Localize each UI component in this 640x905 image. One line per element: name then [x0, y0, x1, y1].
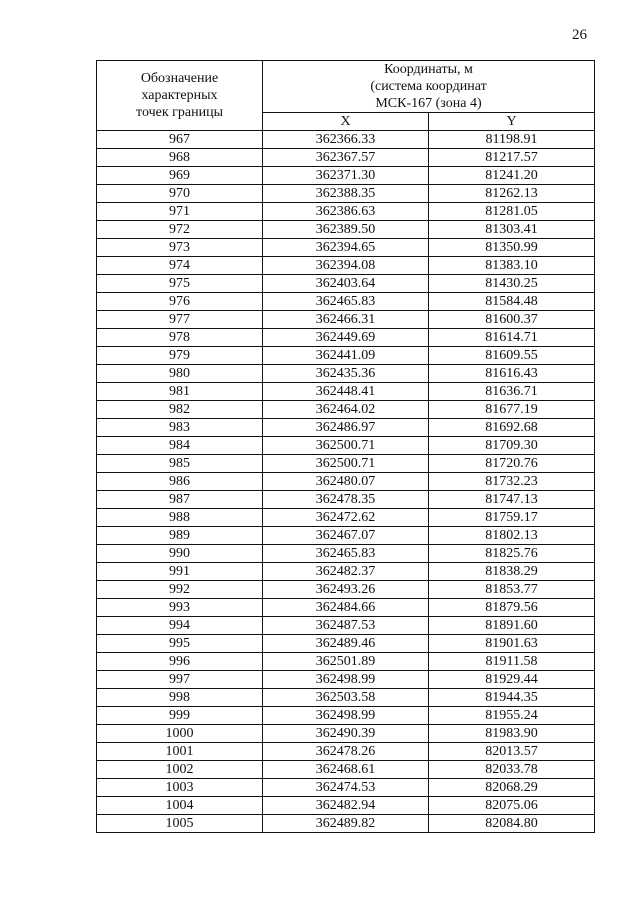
point-cell: 992 [97, 581, 263, 599]
point-cell: 999 [97, 707, 263, 725]
table-row [97, 311, 595, 329]
y-cell: 81891.60 [429, 617, 595, 635]
x-cell: 362503.58 [263, 689, 429, 707]
y-cell: 81217.57 [429, 149, 595, 167]
y-cell: 81720.76 [429, 455, 595, 473]
point-cell: 981 [97, 383, 263, 401]
y-cell: 81955.24 [429, 707, 595, 725]
table-row [97, 149, 595, 167]
table-row [97, 563, 595, 581]
table-row [97, 167, 595, 185]
y-cell: 81983.90 [429, 725, 595, 743]
point-cell: 972 [97, 221, 263, 239]
x-cell: 362498.99 [263, 707, 429, 725]
point-cell: 990 [97, 545, 263, 563]
table-row [97, 293, 595, 311]
y-cell: 81262.13 [429, 185, 595, 203]
y-cell: 81281.05 [429, 203, 595, 221]
y-cell: 81198.91 [429, 131, 595, 149]
x-cell: 362367.57 [263, 149, 429, 167]
point-cell: 996 [97, 653, 263, 671]
table-header [97, 61, 595, 131]
y-cell: 81692.68 [429, 419, 595, 437]
point-cell: 984 [97, 437, 263, 455]
coordinates-table [96, 60, 595, 833]
table-row [97, 671, 595, 689]
table-row [97, 329, 595, 347]
y-cell: 82075.06 [429, 797, 595, 815]
x-cell: 362474.53 [263, 779, 429, 797]
table-row [97, 815, 595, 833]
x-cell: 362448.41 [263, 383, 429, 401]
point-cell: 970 [97, 185, 263, 203]
y-cell: 81853.77 [429, 581, 595, 599]
y-cell: 81901.63 [429, 635, 595, 653]
point-cell: 1004 [97, 797, 263, 815]
point-cell: 998 [97, 689, 263, 707]
x-cell: 362388.35 [263, 185, 429, 203]
header-point-designation [97, 61, 263, 131]
table-row [97, 725, 595, 743]
table-row [97, 455, 595, 473]
point-cell: 979 [97, 347, 263, 365]
y-cell: 81614.71 [429, 329, 595, 347]
y-cell: 81709.30 [429, 437, 595, 455]
point-cell: 985 [97, 455, 263, 473]
x-cell: 362478.35 [263, 491, 429, 509]
header-point-line: характерных [141, 88, 218, 103]
point-cell: 991 [97, 563, 263, 581]
table-row [97, 779, 595, 797]
point-cell: 993 [97, 599, 263, 617]
point-cell: 980 [97, 365, 263, 383]
y-cell: 81383.10 [429, 257, 595, 275]
point-cell: 971 [97, 203, 263, 221]
y-cell: 81747.13 [429, 491, 595, 509]
x-cell: 362465.83 [263, 545, 429, 563]
point-cell: 1000 [97, 725, 263, 743]
point-cell: 988 [97, 509, 263, 527]
table-row [97, 653, 595, 671]
y-cell: 81838.29 [429, 563, 595, 581]
x-cell: 362466.31 [263, 311, 429, 329]
y-cell: 82068.29 [429, 779, 595, 797]
header-x: X [263, 113, 429, 131]
point-cell: 969 [97, 167, 263, 185]
point-cell: 995 [97, 635, 263, 653]
y-cell: 81732.23 [429, 473, 595, 491]
point-cell: 982 [97, 401, 263, 419]
x-cell: 362484.66 [263, 599, 429, 617]
y-cell: 81879.56 [429, 599, 595, 617]
x-cell: 362501.89 [263, 653, 429, 671]
header-coords-line: (система координат [370, 79, 487, 94]
x-cell: 362487.53 [263, 617, 429, 635]
table-row [97, 473, 595, 491]
point-cell: 976 [97, 293, 263, 311]
table-row [97, 797, 595, 815]
y-cell: 81759.17 [429, 509, 595, 527]
table-row [97, 689, 595, 707]
x-cell: 362498.99 [263, 671, 429, 689]
y-cell: 81677.19 [429, 401, 595, 419]
table-row [97, 131, 595, 149]
y-cell: 81616.43 [429, 365, 595, 383]
y-cell: 82084.80 [429, 815, 595, 833]
table-row [97, 707, 595, 725]
table-row [97, 365, 595, 383]
y-cell: 81609.55 [429, 347, 595, 365]
table-row [97, 635, 595, 653]
table-row [97, 401, 595, 419]
table-row [97, 437, 595, 455]
point-cell: 978 [97, 329, 263, 347]
table-row [97, 257, 595, 275]
point-cell: 967 [97, 131, 263, 149]
x-cell: 362464.02 [263, 401, 429, 419]
point-cell: 1005 [97, 815, 263, 833]
point-cell: 987 [97, 491, 263, 509]
table-row [97, 185, 595, 203]
point-cell: 997 [97, 671, 263, 689]
y-cell: 81929.44 [429, 671, 595, 689]
point-cell: 973 [97, 239, 263, 257]
y-cell: 81944.35 [429, 689, 595, 707]
x-cell: 362486.97 [263, 419, 429, 437]
table-row [97, 347, 595, 365]
header-point-line: Обозначение [140, 71, 219, 86]
table-row [97, 599, 595, 617]
x-cell: 362389.50 [263, 221, 429, 239]
page-number: 26 [572, 27, 587, 43]
x-cell: 362500.71 [263, 455, 429, 473]
point-cell: 986 [97, 473, 263, 491]
x-cell: 362478.26 [263, 743, 429, 761]
header-coordinates [263, 61, 595, 113]
table-row [97, 383, 595, 401]
table-row [97, 491, 595, 509]
y-cell: 81350.99 [429, 239, 595, 257]
y-cell: 81911.58 [429, 653, 595, 671]
y-cell: 82013.57 [429, 743, 595, 761]
point-cell: 968 [97, 149, 263, 167]
table-row [97, 221, 595, 239]
y-cell: 81825.76 [429, 545, 595, 563]
x-cell: 362489.46 [263, 635, 429, 653]
point-cell: 1002 [97, 761, 263, 779]
y-cell: 81600.37 [429, 311, 595, 329]
table-row [97, 545, 595, 563]
x-cell: 362465.83 [263, 293, 429, 311]
y-cell: 81802.13 [429, 527, 595, 545]
x-cell: 362435.36 [263, 365, 429, 383]
y-cell: 81241.20 [429, 167, 595, 185]
x-cell: 362489.82 [263, 815, 429, 833]
table-row [97, 527, 595, 545]
table-body [97, 131, 595, 833]
x-cell: 362403.64 [263, 275, 429, 293]
table-row [97, 617, 595, 635]
x-cell: 362472.62 [263, 509, 429, 527]
y-cell: 81430.25 [429, 275, 595, 293]
point-cell: 1001 [97, 743, 263, 761]
y-cell: 81636.71 [429, 383, 595, 401]
y-cell: 81303.41 [429, 221, 595, 239]
table-row [97, 761, 595, 779]
x-cell: 362371.30 [263, 167, 429, 185]
point-cell: 1003 [97, 779, 263, 797]
point-cell: 977 [97, 311, 263, 329]
y-cell: 81584.48 [429, 293, 595, 311]
x-cell: 362449.69 [263, 329, 429, 347]
table-row [97, 581, 595, 599]
table-row [97, 509, 595, 527]
x-cell: 362480.07 [263, 473, 429, 491]
y-cell: 82033.78 [429, 761, 595, 779]
table-row [97, 743, 595, 761]
table-row [97, 239, 595, 257]
point-cell: 975 [97, 275, 263, 293]
x-cell: 362394.65 [263, 239, 429, 257]
x-cell: 362482.94 [263, 797, 429, 815]
x-cell: 362490.39 [263, 725, 429, 743]
x-cell: 362468.61 [263, 761, 429, 779]
x-cell: 362386.63 [263, 203, 429, 221]
x-cell: 362467.07 [263, 527, 429, 545]
table-row [97, 203, 595, 221]
table-row [97, 275, 595, 293]
point-cell: 974 [97, 257, 263, 275]
x-cell: 362482.37 [263, 563, 429, 581]
x-cell: 362493.26 [263, 581, 429, 599]
x-cell: 362366.33 [263, 131, 429, 149]
table-row [97, 419, 595, 437]
point-cell: 989 [97, 527, 263, 545]
point-cell: 983 [97, 419, 263, 437]
header-y: Y [429, 113, 595, 131]
point-cell: 994 [97, 617, 263, 635]
header-coords-line: Координаты, м [384, 62, 473, 77]
header-coords-line: МСК-167 (зона 4) [375, 96, 482, 111]
x-cell: 362394.08 [263, 257, 429, 275]
x-cell: 362500.71 [263, 437, 429, 455]
x-cell: 362441.09 [263, 347, 429, 365]
header-point-line: точек границы [136, 105, 223, 120]
